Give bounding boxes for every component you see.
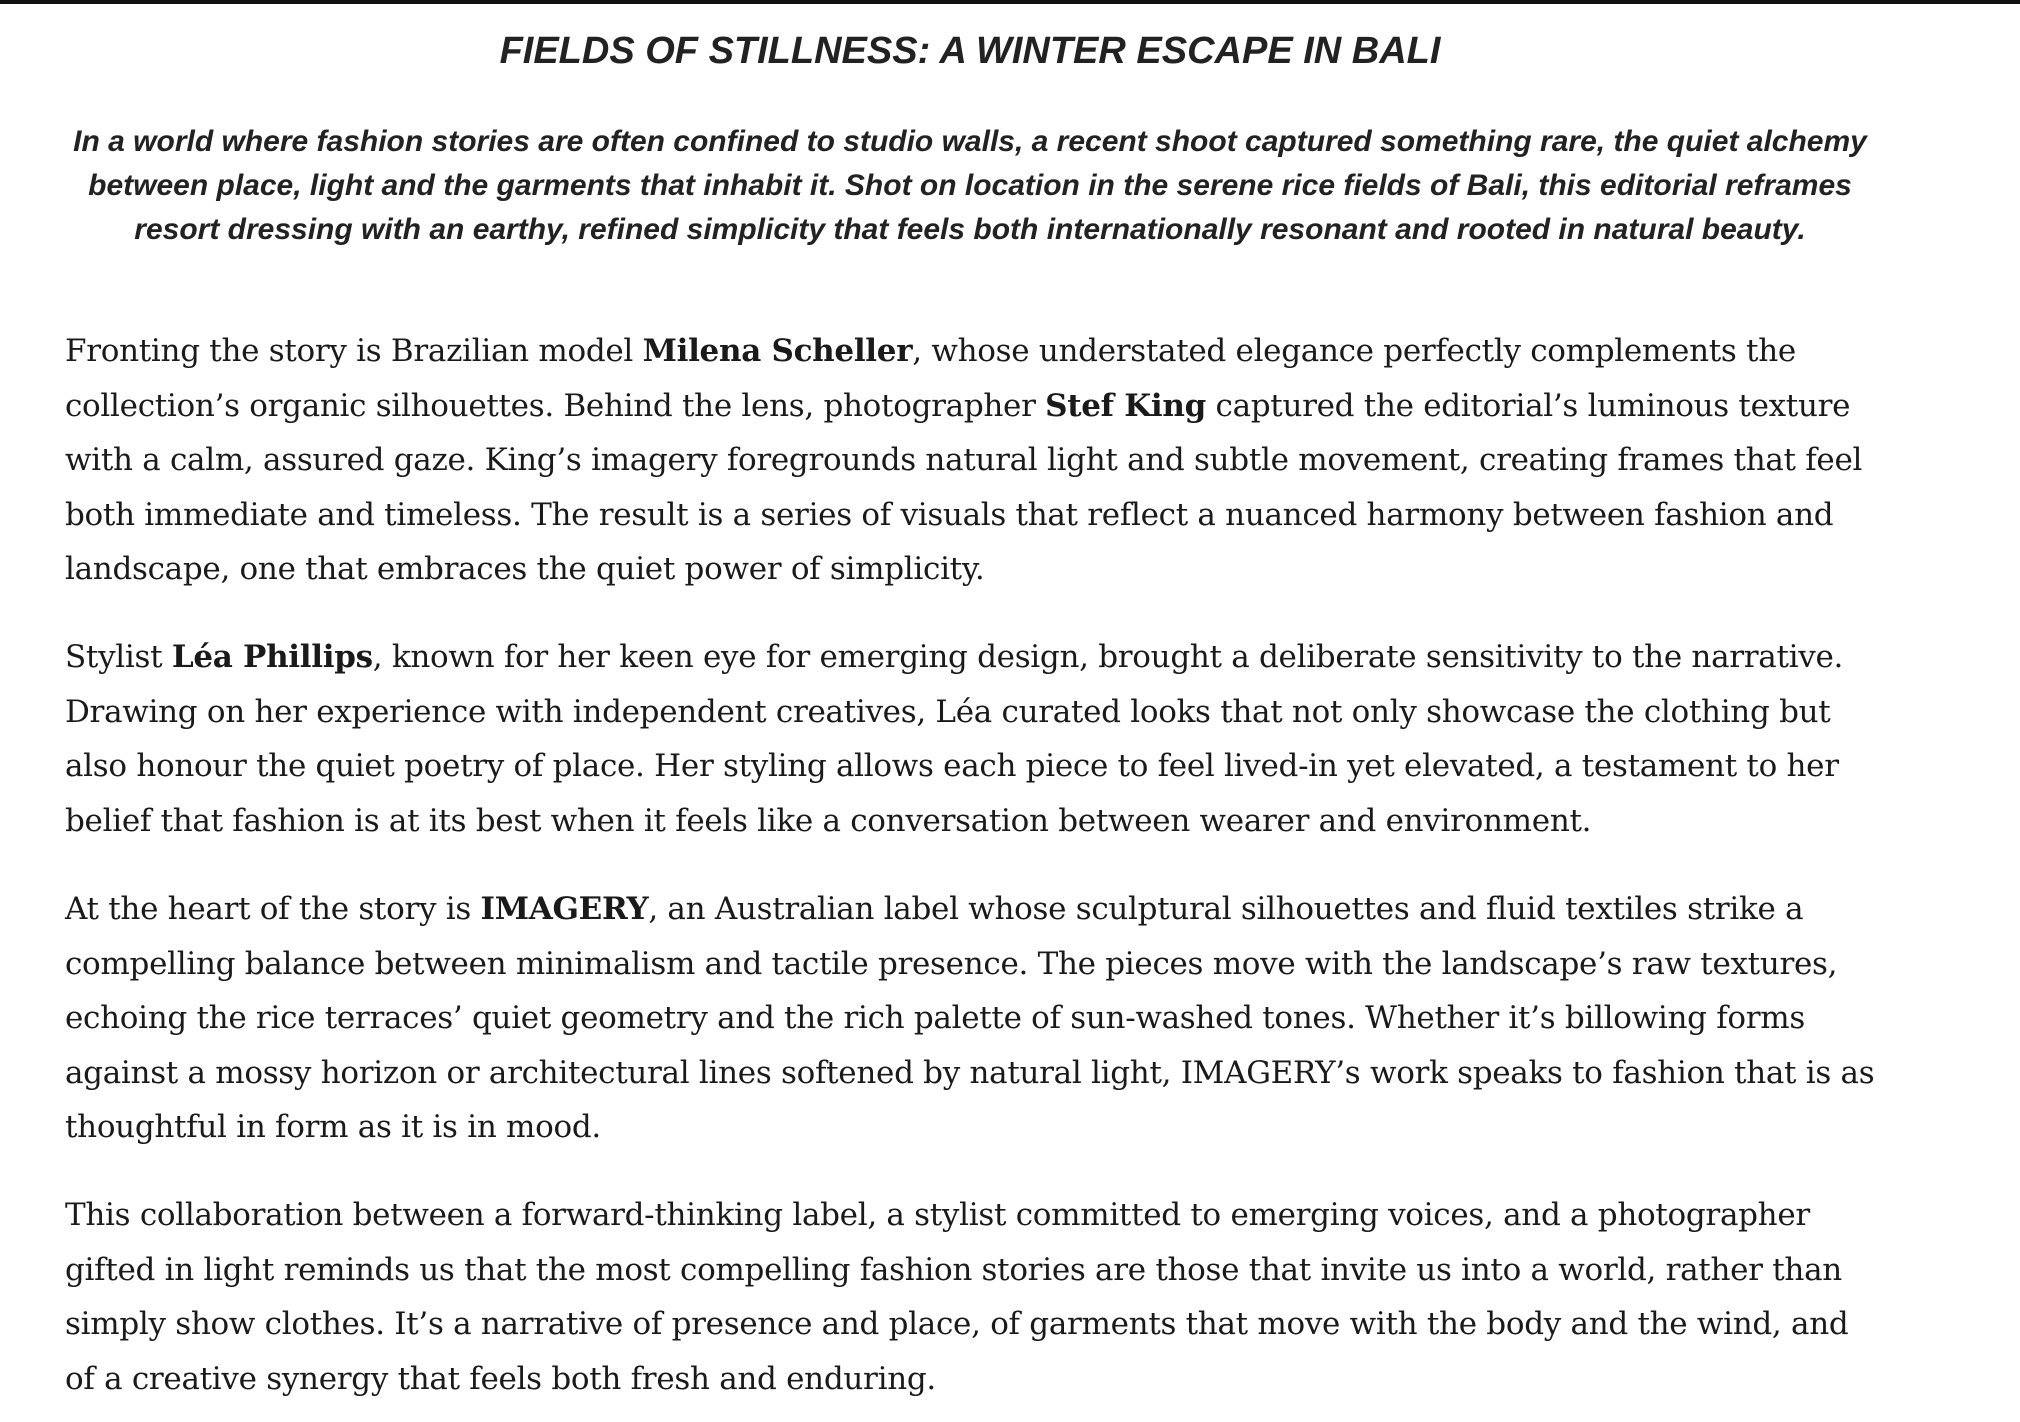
stylist-name: Léa Phillips <box>171 639 373 675</box>
body-paragraph-3 <box>65 882 1885 1155</box>
article-title: FIELDS OF STILLNESS: A WINTER ESCAPE IN BALI <box>499 30 1441 72</box>
text-segment: Stylist <box>65 639 172 675</box>
text-segment: At the heart of the story is <box>65 891 481 927</box>
text-segment: This collaboration between a forward-thinking label, a stylist committed to emerging voices, and a photographer gifted in light reminds us that the most compelling fashion stories are those that invite us into a world, rather than simply show clothes. It’s a narrative of presence and place, of garments that move with the body and the wind, and of a creative synergy that feels both fresh and enduring. <box>65 1197 1849 1397</box>
text-segment: , an Australian label whose sculptural silhouettes and fluid textiles strike a compelling balance between minimalism and tactile presence. The pieces move with the landscape’s raw textures, echoing the rice terraces’ quiet geometry and the rich palette of sun-washed tones. Whether it’s billowing forms against a mossy horizon or architectural lines softened by natural light, IMAGERY’s work speaks to fashion that is as thoughtful in form as it is in mood. <box>65 891 1875 1145</box>
text-segment: , known for her keen eye for emerging design, brought a deliberate sensitivity to the narrative. Drawing on her experience with independent creatives, Léa curated looks that not only showcase the clothing but also honour the quiet poetry of place. Her styling allows each piece to feel lived-in yet elevated, a testament to her belief that fashion is at its best when it feels like a conversation between wearer and environment. <box>65 639 1844 839</box>
body-paragraph-2 <box>65 630 1885 848</box>
body-paragraph-1 <box>65 324 1885 597</box>
text-segment: , whose understated elegance perfectly complements the collection’s organic silhouettes. Behind the lens, photographer <box>65 333 1796 424</box>
top-rule <box>0 0 2020 4</box>
text-segment: Fronting the story is Brazilian model <box>65 333 643 369</box>
article-standfirst: In a world where fashion stories are often confined to studio walls, a recent shoot captured something rare, the quiet alchemy between place, light and the garments that inhabit it. Shot on location in the serene rice fields of Bali, this editorial reframes resort dressing with an earthy, refined simplicity that feels both internationally resonant and rooted in natural beauty. <box>73 125 1867 246</box>
body-paragraph-4 <box>65 1188 1885 1406</box>
text-segment: captured the editorial’s luminous texture with a calm, assured gaze. King’s imagery foregrounds natural light and subtle movement, creating frames that feel both immediate and timeless. The result is a series of visuals that reflect a nuanced harmony between fashion and landscape, one that embraces the quiet power of simplicity. <box>65 387 1863 587</box>
model-name: Milena Scheller <box>642 333 913 369</box>
photographer-name: Stef King <box>1045 387 1206 424</box>
label-name: IMAGERY <box>480 891 649 927</box>
